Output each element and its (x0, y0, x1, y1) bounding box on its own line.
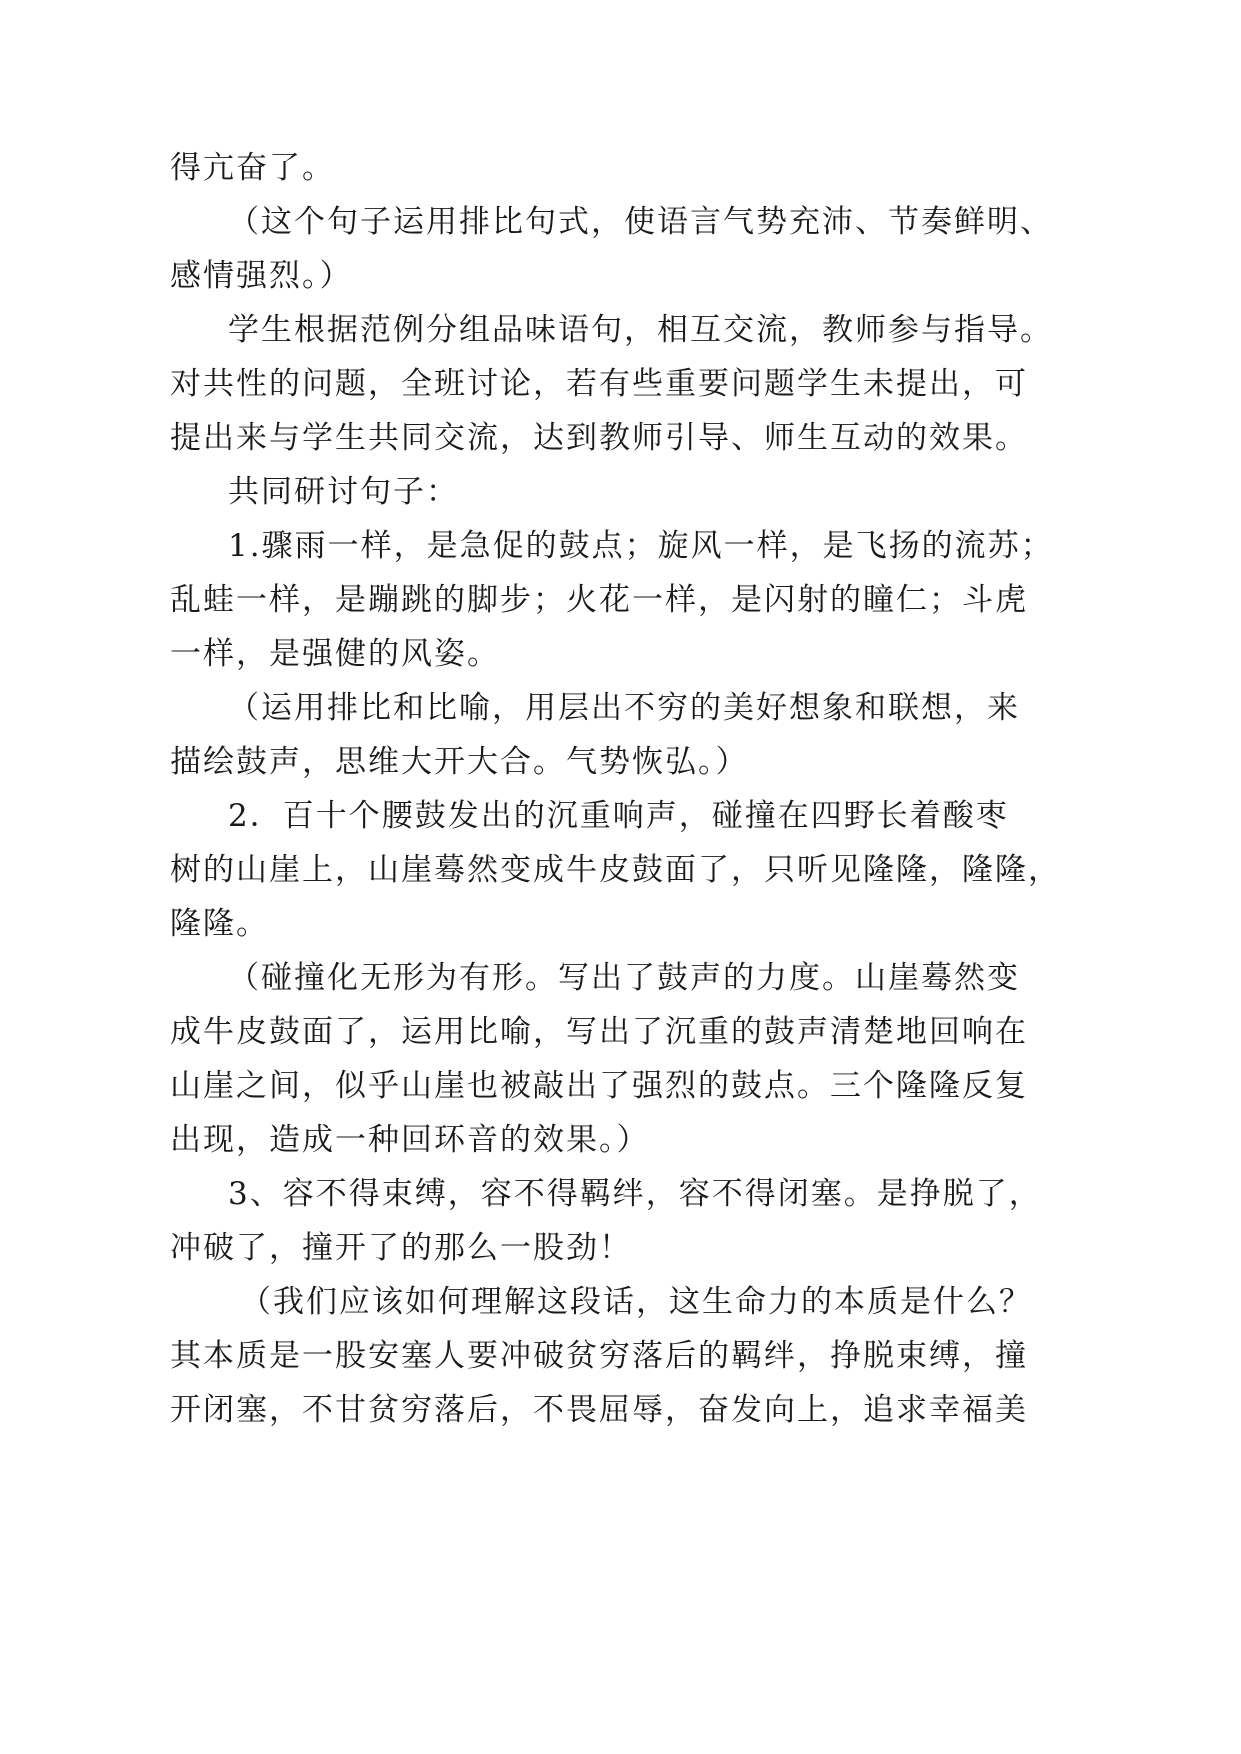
text-line: （运用排比和比喻，用层出不穷的美好想象和联想，来 (228, 690, 1020, 726)
text-line: 对共性的问题，全班讨论，若有些重要问题学生未提出，可 (170, 366, 1028, 402)
text-line: 山崖之间，似乎山崖也被敲出了强烈的鼓点。三个隆隆反复 (170, 1068, 1028, 1104)
text-line: 其本质是一股安塞人要冲破贫穷落后的羁绊，挣脱束缚，撞 (170, 1338, 1028, 1374)
text-line: 3、容不得束缚，容不得羁绊，容不得闭塞。是挣脱了， (228, 1176, 1042, 1212)
text-line: 得亢奋了。 (170, 150, 335, 186)
text-line: 1.骤雨一样，是急促的鼓点；旋风一样，是飞扬的流苏； (228, 528, 1054, 564)
text-line: 树的山崖上，山崖蓦然变成牛皮鼓面了，只听见隆隆，隆隆， (170, 852, 1061, 888)
text-line: 共同研讨句子： (228, 474, 459, 510)
text-line: 成牛皮鼓面了，运用比喻，写出了沉重的鼓声清楚地回响在 (170, 1014, 1028, 1050)
text-line: 冲破了，撞开了的那么一股劲！ (170, 1230, 632, 1266)
text-line: 乱蛙一样，是蹦跳的脚步；火花一样，是闪射的瞳仁；斗虎 (170, 582, 1028, 618)
text-line: 开闭塞，不甘贫穷落后，不畏屈辱，奋发向上，追求幸福美 (170, 1392, 1028, 1428)
text-line: （这个句子运用排比句式，使语言气势充沛、节奏鲜明、 (228, 204, 1053, 240)
text-line: 出现，造成一种回环音的效果。） (170, 1122, 650, 1158)
text-line: 隆隆。 (170, 906, 269, 942)
text-line: （我们应该如何理解这段话，这生命力的本质是什么？ (240, 1284, 1032, 1320)
text-line: （碰撞化无形为有形。写出了鼓声的力度。山崖蓦然变 (228, 960, 1020, 996)
text-line: 提出来与学生共同交流，达到教师引导、师生互动的效果。 (170, 420, 1028, 456)
text-line: 学生根据范例分组品味语句，相互交流，教师参与指导。 (228, 312, 1053, 348)
text-line: 2．百十个腰鼓发出的沉重响声，碰撞在四野长着酸枣 (228, 798, 1009, 834)
text-line: 一样，是强健的风姿。 (170, 636, 500, 672)
text-line: 描绘鼓声，思维大开大合。气势恢弘。） (170, 744, 749, 780)
text-line: 感情强烈。） (170, 258, 353, 294)
